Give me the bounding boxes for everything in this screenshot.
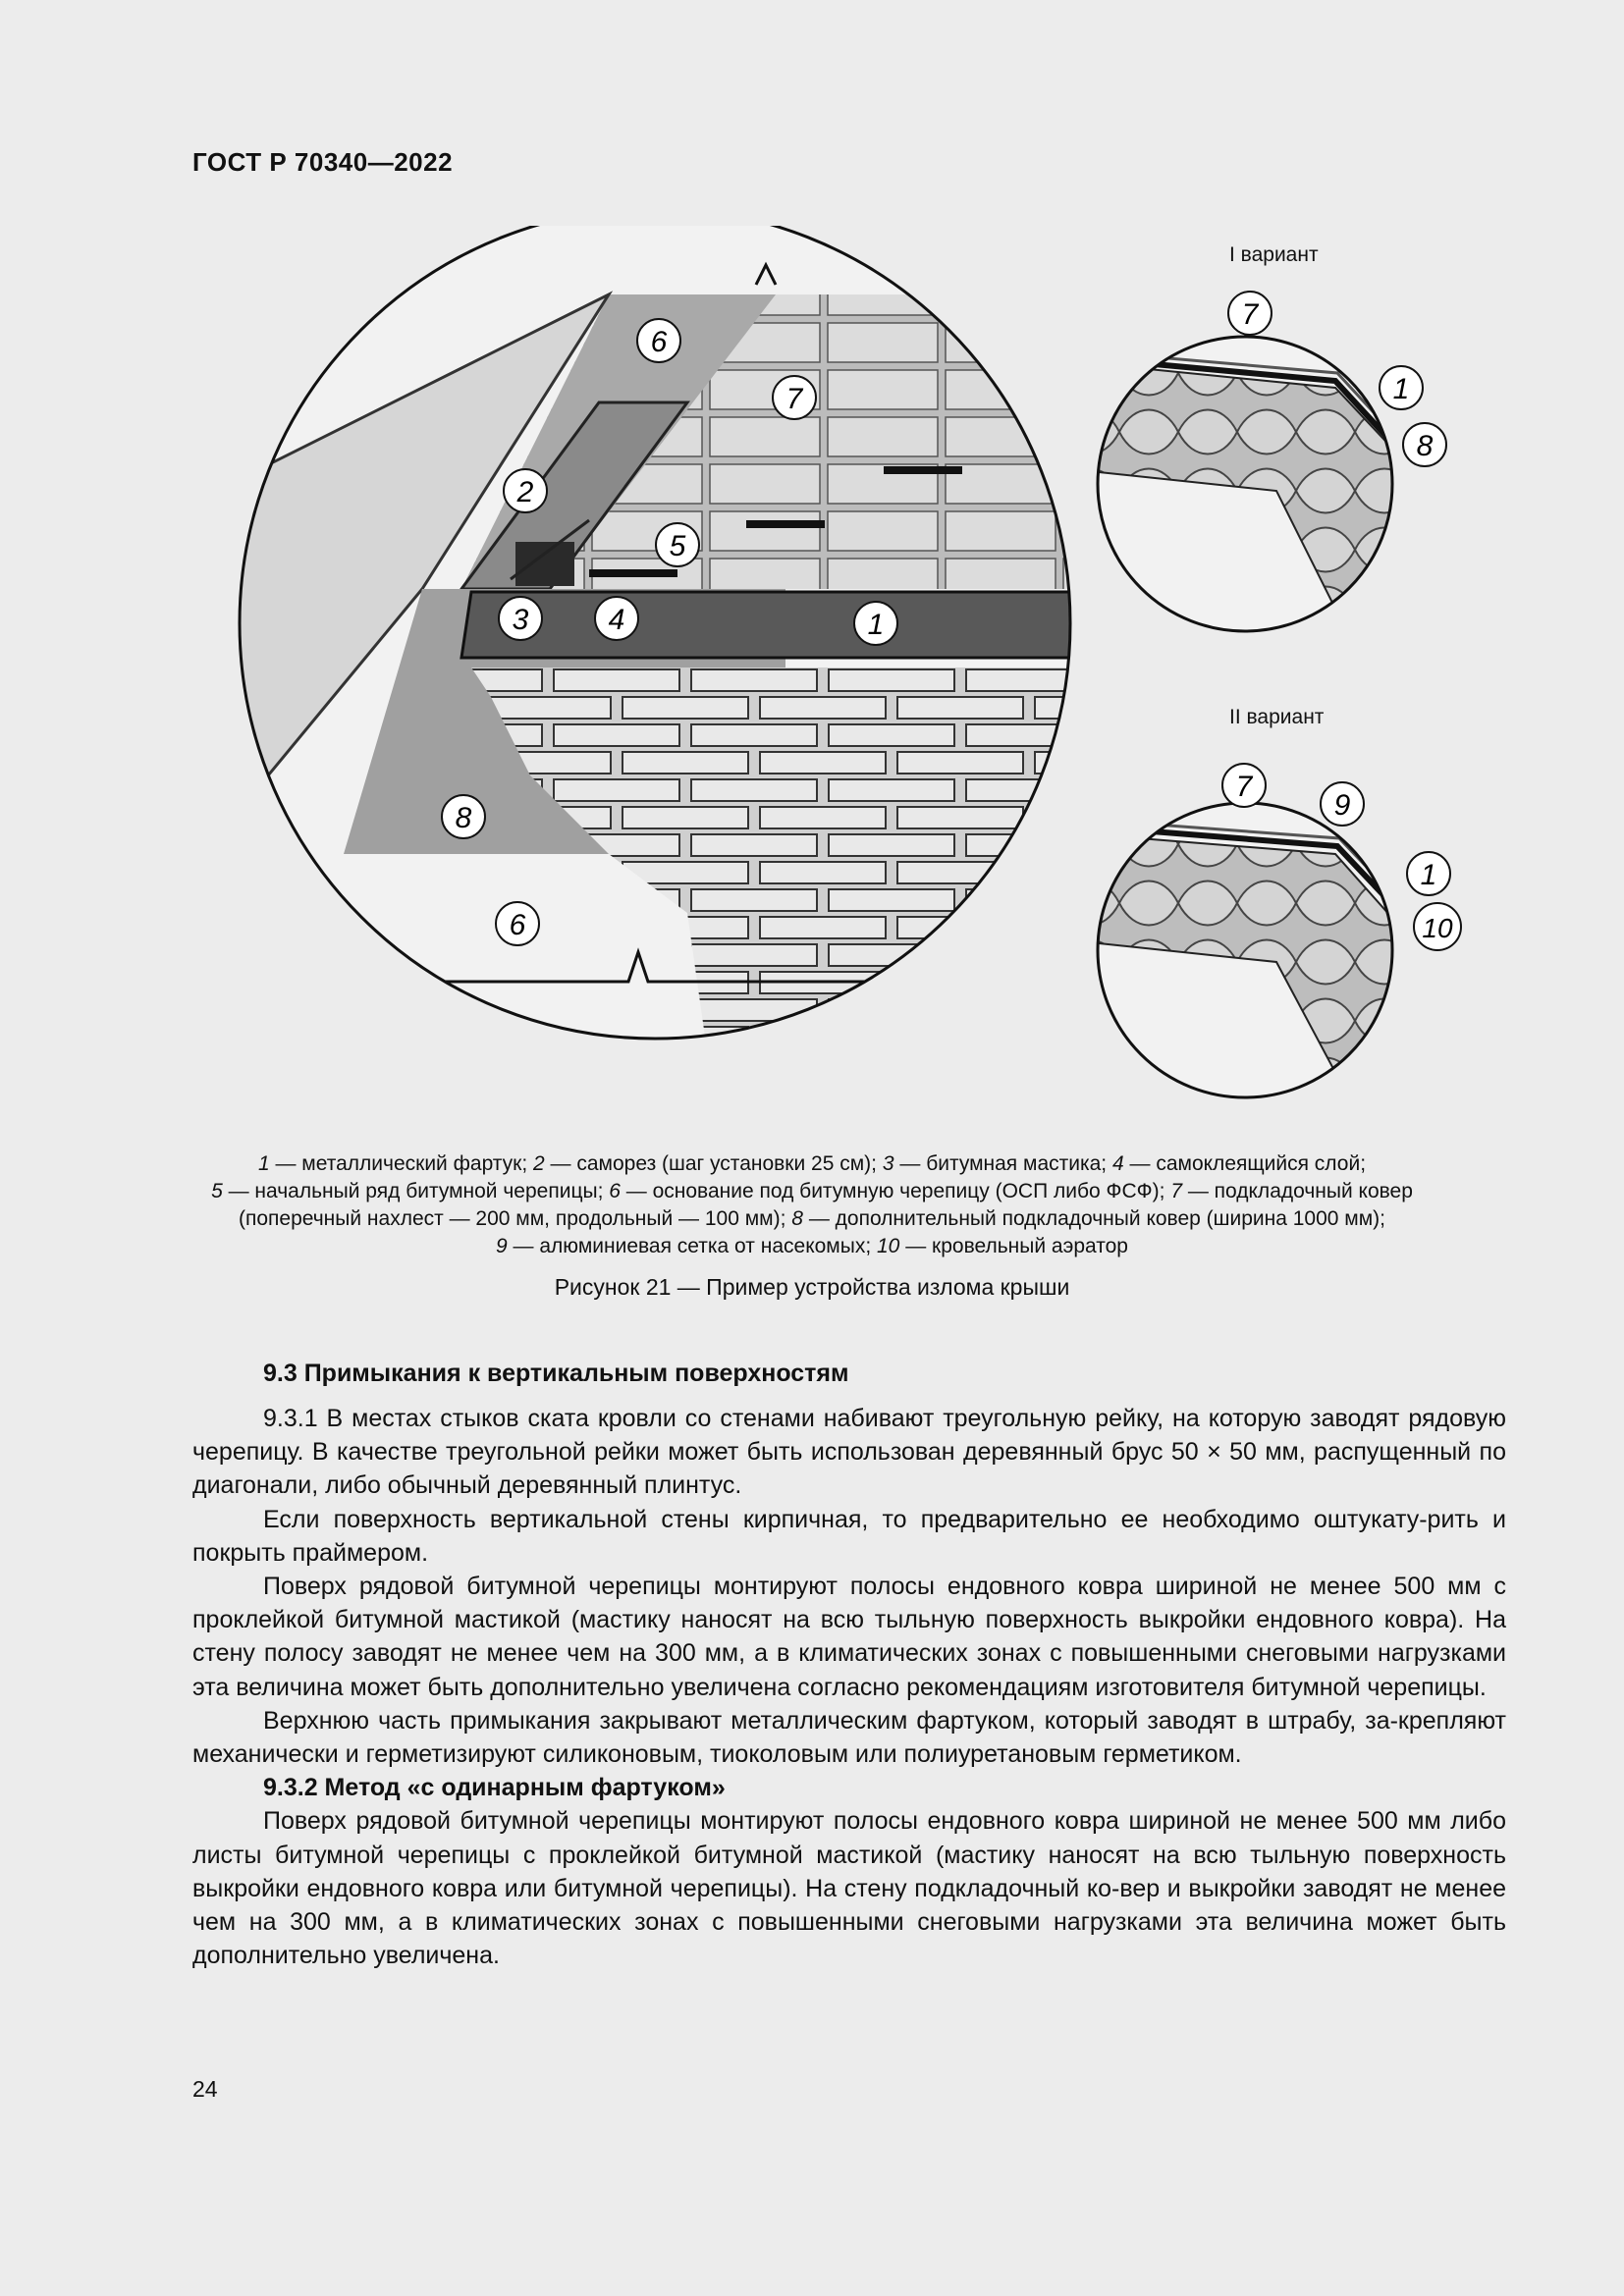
v1-callout-8: [1403, 423, 1446, 466]
paragraph-1: 9.3.1 В местах стыков ската кровли со стенами набивают треугольную рейку, на которую заводят рядовую черепицу. В качестве треугольной рейки может быть использован деревянный брус 50 × 50 мм, распущенный по диагонали, либо обычный деревянный плинтус.: [192, 1405, 1506, 1500]
variant-2-title: II вариант: [1229, 706, 1325, 728]
paragraph-3: Поверх рядовой битумной черепицы монтируют полосы ендовного ковра шириной не менее 500 мм с проклейкой битумной мастикой (мастику наносят на всю тыльную поверхность выкройки ендовного ковра). На стену полосу заводят не менее чем на 300 мм, а в климатических зонах с повышенными снеговыми нагрузками эта величина может быть дополнительно увеличена согласно рекомендациям изготовителя битумной черепицы.: [192, 1573, 1506, 1701]
svg-text:6: 6: [650, 326, 668, 358]
svg-text:6: 6: [509, 909, 526, 941]
v1-callout-7: [1228, 292, 1272, 335]
v2-callout-10: [1414, 903, 1461, 950]
svg-text:1: 1: [1420, 859, 1437, 891]
callout-5: [656, 523, 699, 566]
svg-text:7: 7: [1241, 298, 1259, 331]
legend-line-3: (поперечный нахлест — 200 мм, продольный — 100 мм); 8 — дополнительный подкладочный ковер (ширина 1000 мм);: [238, 1207, 1385, 1230]
v1-callout-1: [1380, 366, 1423, 409]
figure-caption: Рисунок 21 — Пример устройства излома крыши: [554, 1274, 1070, 1300]
callout-2: [504, 469, 547, 512]
variant-1-title: I вариант: [1229, 243, 1319, 266]
svg-text:1: 1: [867, 609, 885, 641]
svg-text:4: 4: [608, 604, 625, 636]
page-number: 24: [192, 2076, 218, 2102]
paragraph-2: Если поверхность вертикальной стены кирпичная, то предварительно ее необходимо оштукату-рить и покрыть праймером.: [192, 1505, 1506, 1567]
v2-callout-1: [1407, 852, 1450, 895]
callout-1: [854, 602, 897, 645]
svg-text:7: 7: [785, 383, 803, 415]
figure-21: [0, 226, 1624, 1129]
roof-break-illustration: [0, 226, 1624, 1129]
document-code: ГОСТ Р 70340—2022: [192, 147, 454, 177]
v2-callout-7: [1222, 764, 1266, 807]
legend-line-1: 1 — металлический фартук; 2 — саморез (шаг установки 25 см); 3 — битумная мастика; 4 — самоклеящийся слой;: [257, 1152, 1367, 1175]
callout-3: [499, 597, 542, 640]
callout-4: [595, 597, 638, 640]
variant-1-detail: [1090, 324, 1419, 648]
svg-text:7: 7: [1235, 771, 1253, 803]
paragraph-4: Верхнюю часть примыкания закрывают металлическим фартуком, который заводят в штрабу, за-крепляют механически и герметизируют силиконовым, тиоколовым или полиуретановым герметиком.: [192, 1706, 1506, 1769]
svg-text:3: 3: [512, 604, 529, 636]
svg-text:2: 2: [516, 476, 534, 508]
svg-text:8: 8: [1416, 430, 1434, 462]
svg-text:10: 10: [1422, 913, 1453, 943]
svg-text:5: 5: [669, 530, 686, 562]
svg-text:8: 8: [455, 802, 472, 834]
legend-line-4: 9 — алюминиевая сетка от насекомых; 10 — кровельный аэратор: [496, 1235, 1128, 1257]
v2-callout-9: [1321, 782, 1364, 826]
section-title: 9.3 Примыкания к вертикальным поверхностям: [263, 1360, 849, 1387]
svg-text:9: 9: [1333, 789, 1351, 822]
legend-line-2: 5 — начальный ряд битумной черепицы; 6 — основание под битумную черепицу (ОСП либо ФСФ); 7 — подкладочный ковер: [211, 1180, 1413, 1202]
variant-2-detail: [1090, 795, 1424, 1109]
svg-text:1: 1: [1392, 373, 1410, 405]
figure-legend: [147, 1150, 1477, 1260]
callout-6-bottom: [496, 902, 539, 945]
subsection-title: 9.3.2 Метод «с одинарным фартуком»: [263, 1774, 726, 1802]
callout-6-top: [637, 319, 680, 362]
subsection-paragraph: Поверх рядовой битумной черепицы монтируют полосы ендовного ковра шириной не менее 500 мм либо листы битумной черепицы с проклейкой битумной мастикой (мастику наносят на всю тыльную поверхность выкройки ендовного ковра или битумной черепицы). На стену подкладочный ко-вер и выкройки заводят не менее чем на 300 мм, а в климатических зонах с повышенными снеговыми нагрузками эта величина может быть дополнительно увеличена.: [192, 1807, 1506, 1970]
section-body: [192, 1402, 1506, 1972]
callout-7: [773, 376, 816, 419]
callout-8: [442, 795, 485, 838]
